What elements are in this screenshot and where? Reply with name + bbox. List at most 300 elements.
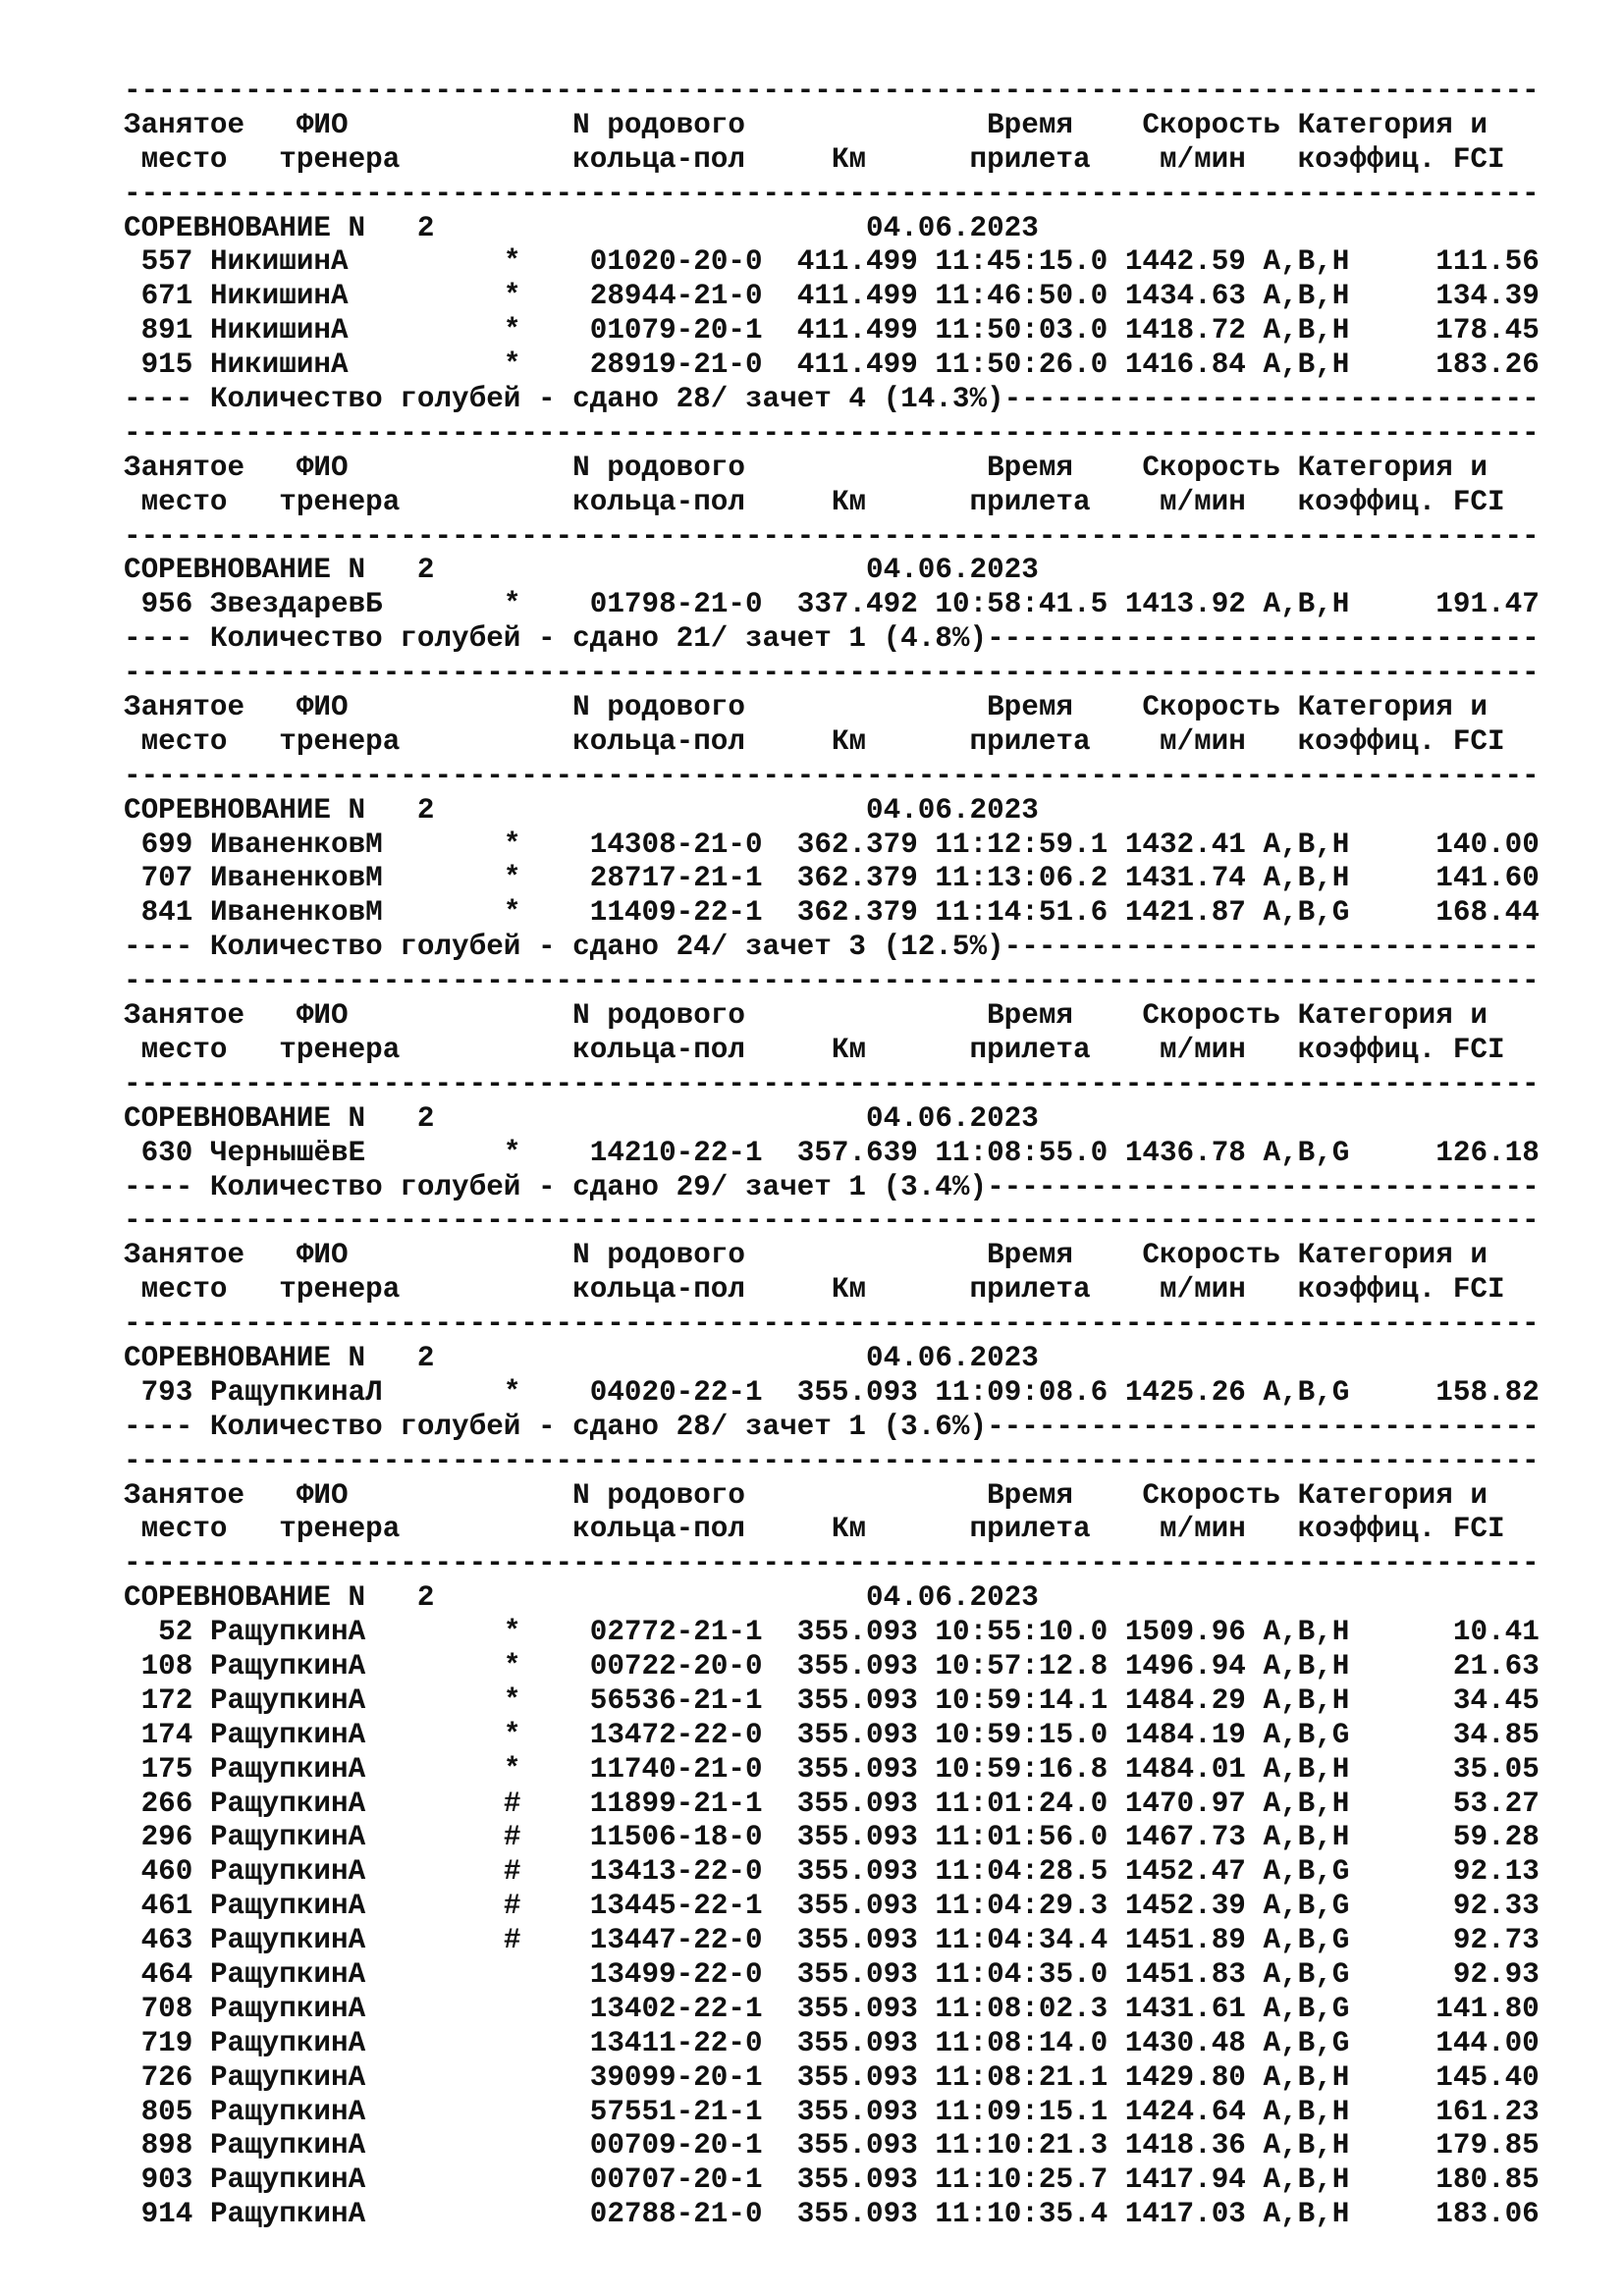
result-trainer-name: НикишинА [209, 314, 349, 347]
header-ring: N родового [572, 999, 745, 1033]
result-place: 266 [140, 1787, 193, 1820]
summary-text: Количество голубей - сдано 24/ зачет 3 (12.5%) [209, 931, 1004, 964]
result-arrival-time: 11:09:08.6 [935, 1375, 1109, 1409]
result-mark: * [503, 1136, 521, 1169]
result-fci: 168.44 [1435, 896, 1540, 930]
header-fio: ФИО [296, 451, 349, 484]
competition-number: 2 [416, 1341, 435, 1374]
separator-rule: ---------------------------------------------------------------------------------- [124, 1444, 1540, 1477]
result-row [124, 1616, 1597, 1650]
header-place: Занятое [124, 451, 245, 484]
result-trainer-name: РащупкинаЛ [209, 1375, 383, 1409]
result-fci: 92.13 [1452, 1855, 1540, 1889]
result-km: 355.093 [796, 2026, 918, 2059]
result-arrival-time: 11:10:35.4 [935, 2198, 1109, 2231]
result-ring: 13411-22-0 [589, 2026, 763, 2059]
result-ring: 11740-21-0 [589, 1752, 763, 1786]
summary-suffix-rule: -------------------------------- [987, 1410, 1540, 1443]
header-coef-fci: коэффиц. FCI [1297, 1513, 1505, 1546]
summary-line [124, 1411, 1597, 1445]
result-ring: 13445-22-1 [589, 1890, 763, 1923]
result-km: 355.093 [796, 1855, 918, 1889]
result-category: A,B,G [1263, 1992, 1350, 2025]
column-header-row-2 [124, 1513, 1597, 1547]
header-speed-unit: м/мин [1159, 1513, 1246, 1546]
result-trainer-name: НикишинА [209, 280, 349, 313]
separator-line [124, 657, 1597, 691]
header-category: Категория и [1297, 1478, 1488, 1512]
result-speed: 1484.29 [1124, 1683, 1246, 1717]
column-header-row-2 [124, 1273, 1597, 1308]
result-mark: * [503, 862, 521, 895]
race-results-report [124, 75, 1597, 2232]
header-time: Время [987, 451, 1073, 484]
header-km: Км [831, 1033, 867, 1066]
header-ring: N родового [572, 691, 745, 724]
result-trainer-name: РащупкинА [209, 2129, 366, 2163]
result-arrival-time: 11:10:21.3 [935, 2129, 1109, 2163]
result-place: 915 [140, 348, 193, 382]
result-km: 411.499 [796, 245, 918, 279]
separator-rule: ---------------------------------------------------------------------------------- [124, 519, 1540, 553]
separator-rule: ---------------------------------------------------------------------------------- [124, 1308, 1540, 1341]
result-mark: * [503, 314, 521, 347]
result-trainer-name: ИваненковМ [209, 862, 383, 895]
result-row [124, 1684, 1597, 1719]
result-fci: 34.45 [1452, 1683, 1540, 1717]
header-speed: Скорость [1142, 108, 1280, 141]
column-header-row-1 [124, 109, 1597, 143]
header-trainer: тренера [279, 1513, 401, 1546]
result-row [124, 896, 1597, 931]
result-speed: 1467.73 [1124, 1821, 1246, 1854]
result-km: 355.093 [796, 2060, 918, 2094]
summary-prefix-rule: ---- [124, 931, 210, 964]
header-speed-unit: м/мин [1159, 1273, 1246, 1307]
header-place-2: место [140, 1033, 228, 1066]
result-row [124, 1855, 1597, 1890]
separator-line [124, 965, 1597, 999]
result-trainer-name: НикишинА [209, 348, 349, 382]
result-arrival-time: 11:45:15.0 [935, 245, 1109, 279]
summary-line [124, 1171, 1597, 1205]
competition-label: СОРЕВНОВАНИЕ N [124, 1101, 366, 1135]
header-coef-fci: коэффиц. FCI [1297, 1273, 1505, 1307]
header-place-2: место [140, 1273, 228, 1307]
result-category: A,B,H [1263, 1616, 1350, 1649]
result-km: 355.093 [796, 1616, 918, 1649]
result-speed: 1451.83 [1124, 1957, 1246, 1991]
result-category: A,B,G [1263, 1957, 1350, 1991]
result-place: 630 [140, 1136, 193, 1169]
result-arrival-time: 11:08:21.1 [935, 2060, 1109, 2094]
result-category: A,B,H [1263, 862, 1350, 895]
result-fci: 183.26 [1435, 348, 1540, 382]
header-fio: ФИО [296, 1239, 349, 1272]
result-fci: 21.63 [1452, 1649, 1540, 1682]
result-arrival-time: 10:57:12.8 [935, 1649, 1109, 1682]
header-km: Км [831, 1513, 867, 1546]
result-speed: 1417.94 [1124, 2163, 1246, 2197]
competition-date: 04.06.2023 [866, 211, 1039, 244]
result-place: 699 [140, 828, 193, 861]
result-trainer-name: РащупкинА [209, 1616, 366, 1649]
result-trainer-name: РащупкинА [209, 2163, 366, 2197]
competition-line [124, 1102, 1597, 1137]
result-fci: 144.00 [1435, 2026, 1540, 2059]
result-mark: # [503, 1890, 521, 1923]
header-trainer: тренера [279, 1033, 401, 1066]
result-arrival-time: 11:08:55.0 [935, 1136, 1109, 1169]
result-place: 726 [140, 2060, 193, 2094]
result-speed: 1432.41 [1124, 828, 1246, 861]
result-arrival-time: 11:10:25.7 [935, 2163, 1109, 2197]
result-speed: 1470.97 [1124, 1787, 1246, 1820]
result-speed: 1418.72 [1124, 314, 1246, 347]
result-place: 108 [140, 1649, 193, 1682]
result-row [124, 2163, 1597, 2198]
result-speed: 1416.84 [1124, 348, 1246, 382]
result-trainer-name: РащупкинА [209, 2026, 366, 2059]
result-speed: 1434.63 [1124, 280, 1246, 313]
header-arrival: прилета [969, 485, 1091, 518]
header-ring: N родового [572, 1478, 745, 1512]
competition-label: СОРЕВНОВАНИЕ N [124, 554, 366, 587]
result-mark: * [503, 1375, 521, 1409]
result-km: 355.093 [796, 1375, 918, 1409]
header-category: Категория и [1297, 999, 1488, 1033]
header-place: Занятое [124, 999, 245, 1033]
result-fci: 59.28 [1452, 1821, 1540, 1854]
separator-line [124, 760, 1597, 794]
result-row [124, 1753, 1597, 1788]
result-row [124, 1137, 1597, 1171]
result-fci: 34.85 [1452, 1718, 1540, 1751]
column-header-row-1 [124, 452, 1597, 486]
result-ring: 14210-22-1 [589, 1136, 763, 1169]
result-fci: 126.18 [1435, 1136, 1540, 1169]
result-fci: 158.82 [1435, 1375, 1540, 1409]
result-trainer-name: РащупкинА [209, 1649, 366, 1682]
header-ring-sex: кольца-пол [572, 1513, 745, 1546]
result-speed: 1509.96 [1124, 1616, 1246, 1649]
result-place: 52 [158, 1616, 193, 1649]
result-ring: 28944-21-0 [589, 280, 763, 313]
result-category: A,B,H [1263, 1683, 1350, 1717]
result-ring: 11506-18-0 [589, 1821, 763, 1854]
result-arrival-time: 11:04:35.0 [935, 1957, 1109, 1991]
competition-date: 04.06.2023 [866, 793, 1039, 827]
result-category: A,B,H [1263, 2060, 1350, 2094]
header-speed-unit: м/мин [1159, 142, 1246, 176]
header-time: Время [987, 999, 1073, 1033]
header-time: Время [987, 1478, 1073, 1512]
result-ring: 13499-22-0 [589, 1957, 763, 1991]
result-category: A,B,H [1263, 2163, 1350, 2197]
result-place: 463 [140, 1924, 193, 1957]
separator-rule: ---------------------------------------------------------------------------------- [124, 1067, 1540, 1100]
result-place: 174 [140, 1718, 193, 1751]
column-header-row-1 [124, 999, 1597, 1034]
summary-text: Количество голубей - сдано 29/ зачет 1 (3.4%) [209, 1170, 988, 1203]
summary-prefix-rule: ---- [124, 622, 210, 656]
result-arrival-time: 10:58:41.5 [935, 588, 1109, 621]
result-trainer-name: ИваненковМ [209, 896, 383, 930]
header-ring-sex: кольца-пол [572, 724, 745, 758]
competition-line [124, 554, 1597, 588]
header-place: Занятое [124, 1478, 245, 1512]
result-arrival-time: 10:55:10.0 [935, 1616, 1109, 1649]
header-trainer: тренера [279, 724, 401, 758]
result-speed: 1421.87 [1124, 896, 1246, 930]
result-ring: 11409-22-1 [589, 896, 763, 930]
result-speed: 1452.47 [1124, 1855, 1246, 1889]
header-speed-unit: м/мин [1159, 485, 1246, 518]
column-header-row-1 [124, 1479, 1597, 1514]
header-category: Категория и [1297, 108, 1488, 141]
result-km: 355.093 [796, 1924, 918, 1957]
header-speed-unit: м/мин [1159, 1033, 1246, 1066]
result-row [124, 314, 1597, 348]
separator-line [124, 75, 1597, 109]
result-ring: 01020-20-0 [589, 245, 763, 279]
result-mark: # [503, 1821, 521, 1854]
result-speed: 1418.36 [1124, 2129, 1246, 2163]
result-category: A,B,G [1263, 1890, 1350, 1923]
result-speed: 1484.19 [1124, 1718, 1246, 1751]
result-mark: * [503, 588, 521, 621]
result-km: 362.379 [796, 862, 918, 895]
result-ring: 28919-21-0 [589, 348, 763, 382]
header-ring-sex: кольца-пол [572, 1033, 745, 1066]
header-trainer: тренера [279, 142, 401, 176]
separator-rule: ---------------------------------------------------------------------------------- [124, 965, 1540, 998]
summary-text: Количество голубей - сдано 28/ зачет 1 (3.6%) [209, 1410, 988, 1443]
result-arrival-time: 11:01:56.0 [935, 1821, 1109, 1854]
result-place: 557 [140, 245, 193, 279]
result-fci: 179.85 [1435, 2129, 1540, 2163]
result-place: 296 [140, 1821, 193, 1854]
result-speed: 1436.78 [1124, 1136, 1246, 1169]
result-ring: 02772-21-1 [589, 1616, 763, 1649]
result-fci: 92.93 [1452, 1957, 1540, 1991]
separator-rule: ---------------------------------------------------------------------------------- [124, 177, 1540, 210]
result-place: 172 [140, 1683, 193, 1717]
header-km: Км [831, 142, 867, 176]
header-arrival: прилета [969, 1273, 1091, 1307]
result-fci: 180.85 [1435, 2163, 1540, 2197]
result-place: 891 [140, 314, 193, 347]
separator-rule: ---------------------------------------------------------------------------------- [124, 1547, 1540, 1580]
competition-label: СОРЕВНОВАНИЕ N [124, 793, 366, 827]
separator-line [124, 178, 1597, 212]
separator-rule: ---------------------------------------------------------------------------------- [124, 759, 1540, 792]
result-place: 708 [140, 1992, 193, 2025]
header-fio: ФИО [296, 1478, 349, 1512]
result-place: 805 [140, 2095, 193, 2128]
competition-line [124, 1342, 1597, 1376]
result-ring: 56536-21-1 [589, 1683, 763, 1717]
summary-suffix-rule: -------------------------------- [987, 1170, 1540, 1203]
result-ring: 00709-20-1 [589, 2129, 763, 2163]
result-row [124, 280, 1597, 314]
header-category: Категория и [1297, 1239, 1488, 1272]
result-arrival-time: 11:14:51.6 [935, 896, 1109, 930]
result-row [124, 245, 1597, 280]
result-row [124, 2096, 1597, 2130]
result-arrival-time: 11:01:24.0 [935, 1787, 1109, 1820]
result-ring: 11899-21-1 [589, 1787, 763, 1820]
header-speed: Скорость [1142, 1478, 1280, 1512]
competition-number: 2 [416, 1101, 435, 1135]
result-fci: 111.56 [1435, 245, 1540, 279]
result-fci: 92.73 [1452, 1924, 1540, 1957]
result-category: A,B,H [1263, 314, 1350, 347]
result-category: A,B,G [1263, 896, 1350, 930]
competition-date: 04.06.2023 [866, 554, 1039, 587]
result-km: 337.492 [796, 588, 918, 621]
result-row [124, 2129, 1597, 2163]
result-ring: 01079-20-1 [589, 314, 763, 347]
result-row [124, 348, 1597, 383]
result-arrival-time: 11:04:28.5 [935, 1855, 1109, 1889]
header-km: Км [831, 1273, 867, 1307]
result-mark: * [503, 1683, 521, 1717]
result-place: 793 [140, 1375, 193, 1409]
result-ring: 13447-22-0 [589, 1924, 763, 1957]
result-km: 355.093 [796, 1752, 918, 1786]
header-place: Занятое [124, 1239, 245, 1272]
result-arrival-time: 10:59:15.0 [935, 1718, 1109, 1751]
result-fci: 35.05 [1452, 1752, 1540, 1786]
header-arrival: прилета [969, 1513, 1091, 1546]
competition-line [124, 212, 1597, 246]
result-category: A,B,H [1263, 1821, 1350, 1854]
summary-prefix-rule: ---- [124, 383, 210, 416]
separator-rule: ---------------------------------------------------------------------------------- [124, 75, 1540, 107]
result-fci: 161.23 [1435, 2095, 1540, 2128]
competition-date: 04.06.2023 [866, 1101, 1039, 1135]
result-mark: # [503, 1924, 521, 1957]
result-category: A,B,H [1263, 1752, 1350, 1786]
competition-number: 2 [416, 793, 435, 827]
header-coef-fci: коэффиц. FCI [1297, 142, 1505, 176]
result-speed: 1442.59 [1124, 245, 1246, 279]
result-mark: * [503, 280, 521, 313]
result-place: 898 [140, 2129, 193, 2163]
result-mark: * [503, 245, 521, 279]
result-trainer-name: ЧернышёвЕ [209, 1136, 366, 1169]
header-category: Категория и [1297, 691, 1488, 724]
result-place: 914 [140, 2198, 193, 2231]
result-km: 355.093 [796, 1787, 918, 1820]
result-km: 355.093 [796, 1649, 918, 1682]
result-category: A,B,H [1263, 588, 1350, 621]
summary-line [124, 931, 1597, 965]
result-row [124, 1376, 1597, 1411]
result-arrival-time: 10:59:16.8 [935, 1752, 1109, 1786]
competition-number: 2 [416, 211, 435, 244]
result-km: 355.093 [796, 1821, 918, 1854]
result-speed: 1484.01 [1124, 1752, 1246, 1786]
result-fci: 183.06 [1435, 2198, 1540, 2231]
result-place: 841 [140, 896, 193, 930]
result-trainer-name: РащупкинА [209, 1718, 366, 1751]
result-speed: 1413.92 [1124, 588, 1246, 621]
result-km: 355.093 [796, 1718, 918, 1751]
result-row [124, 1821, 1597, 1855]
header-speed: Скорость [1142, 691, 1280, 724]
header-km: Км [831, 724, 867, 758]
result-place: 707 [140, 862, 193, 895]
result-trainer-name: ИваненковМ [209, 828, 383, 861]
result-ring: 57551-21-1 [589, 2095, 763, 2128]
result-ring: 01798-21-0 [589, 588, 763, 621]
result-category: A,B,G [1263, 1136, 1350, 1169]
result-speed: 1424.64 [1124, 2095, 1246, 2128]
competition-date: 04.06.2023 [866, 1341, 1039, 1374]
result-place: 671 [140, 280, 193, 313]
header-trainer: тренера [279, 485, 401, 518]
result-mark: * [503, 1752, 521, 1786]
header-ring-sex: кольца-пол [572, 1273, 745, 1307]
result-speed: 1451.89 [1124, 1924, 1246, 1957]
separator-line [124, 520, 1597, 555]
result-category: A,B,H [1263, 245, 1350, 279]
result-category: A,B,G [1263, 1855, 1350, 1889]
header-ring-sex: кольца-пол [572, 142, 745, 176]
result-mark: * [503, 1616, 521, 1649]
result-trainer-name: РащупкинА [209, 1992, 366, 2025]
header-coef-fci: коэффиц. FCI [1297, 485, 1505, 518]
competition-line [124, 1581, 1597, 1616]
result-arrival-time: 10:59:14.1 [935, 1683, 1109, 1717]
result-row [124, 1993, 1597, 2027]
result-row [124, 2027, 1597, 2061]
result-row [124, 1958, 1597, 1993]
result-ring: 14308-21-0 [589, 828, 763, 861]
header-ring: N родового [572, 108, 745, 141]
result-place: 719 [140, 2026, 193, 2059]
header-time: Время [987, 108, 1073, 141]
header-place: Занятое [124, 691, 245, 724]
result-arrival-time: 11:04:34.4 [935, 1924, 1109, 1957]
header-fio: ФИО [296, 691, 349, 724]
result-place: 903 [140, 2163, 193, 2197]
result-km: 355.093 [796, 1683, 918, 1717]
result-km: 411.499 [796, 280, 918, 313]
header-speed: Скорость [1142, 999, 1280, 1033]
result-mark: * [503, 896, 521, 930]
result-trainer-name: РащупкинА [209, 1855, 366, 1889]
result-category: A,B,H [1263, 1787, 1350, 1820]
column-header-row-1 [124, 691, 1597, 725]
result-fci: 10.41 [1452, 1616, 1540, 1649]
result-place: 175 [140, 1752, 193, 1786]
result-arrival-time: 11:13:06.2 [935, 862, 1109, 895]
summary-suffix-rule: ------------------------------- [1003, 931, 1540, 964]
result-km: 355.093 [796, 1992, 918, 2025]
header-speed-unit: м/мин [1159, 724, 1246, 758]
result-row [124, 1788, 1597, 1822]
result-ring: 13413-22-0 [589, 1855, 763, 1889]
result-arrival-time: 11:09:15.1 [935, 2095, 1109, 2128]
separator-line [124, 1445, 1597, 1479]
result-km: 355.093 [796, 1890, 918, 1923]
result-row [124, 588, 1597, 622]
competition-number: 2 [416, 1581, 435, 1615]
result-ring: 00722-20-0 [589, 1649, 763, 1682]
